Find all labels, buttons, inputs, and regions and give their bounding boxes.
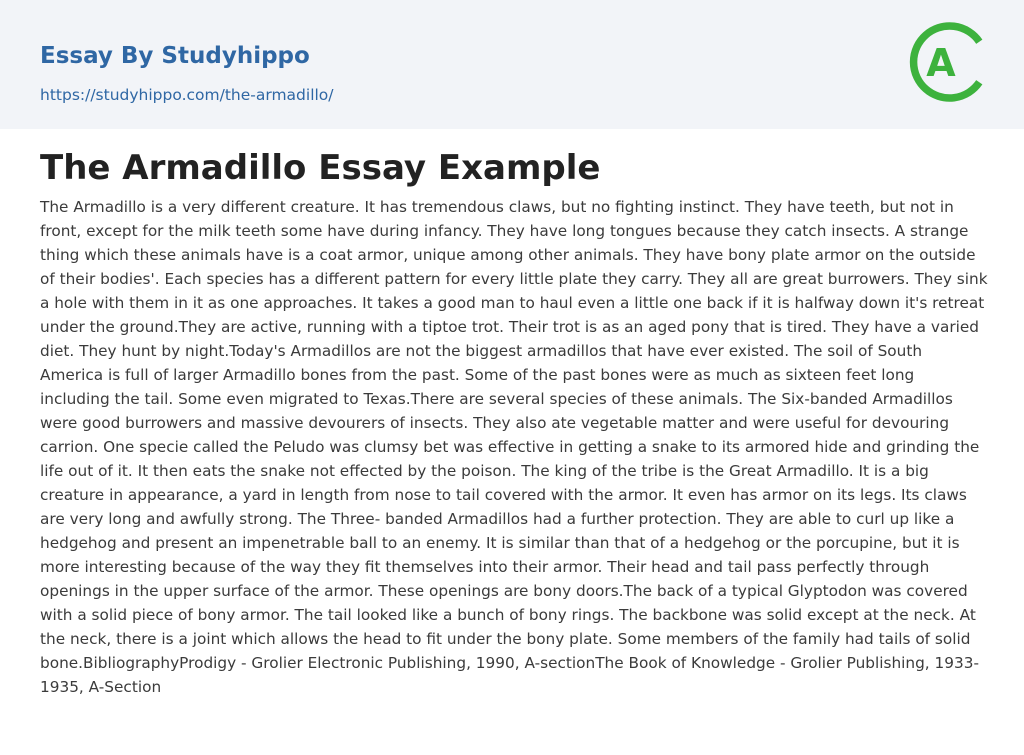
page-title: The Armadillo Essay Example [40, 148, 601, 188]
studyhippo-logo-icon[interactable] [906, 20, 990, 104]
site-header [0, 0, 1024, 129]
essay-url-link[interactable]: https://studyhippo.com/the-armadillo/ [40, 86, 334, 104]
logo-letter: A [926, 41, 956, 85]
site-brand: Essay By Studyhippo [40, 43, 310, 69]
essay-body: The Armadillo is a very different creature. It has tremendous claws, but no fighting instinct. They have teeth, but not in front, except for the milk teeth some have during infancy. They have long tongues because they catch insects. A strange thing which these animals have is a coat armor, unique among other animals. They have bony plate armor on the outside of their bodies'. Each species has a different pattern for every little plate they carry. They all are great burrowers. They sink a hole with them in it as one approaches. It takes a good man to haul even a little one back if it is halfway down it's retreat under the ground.They are active, running with a tiptoe trot. Their trot is as an aged pony that is tired. They have a varied diet. They hunt by night.Today's Armadillos are not the biggest armadillos that have ever existed. The soil of South America is full of larger Armadillo bones from the past. Some of the past bones were as much as sixteen feet long including the tail. Some even migrated to Texas.There are several species of these animals. The Six-banded Armadillos were good burrowers and massive devourers of insects. They also ate vegetable matter and were useful for devouring carrion. One specie called the Peludo was clumsy bet was effective in getting a snake to its armored hide and grinding the life out of it. It then eats the snake not effected by the poison. The king of the tribe is the Great Armadillo. It is a big creature in appearance, a yard in length from nose to tail covered with the armor. It even has armor on its legs. Its claws are very long and awfully strong. The Three- banded Armadillos had a further protection. They are able to curl up like a hedgehog and present an impenetrable ball to an enemy. It is similar than that of a hedgehog or the porcupine, but it is more interesting because of the way they fit themselves into their armor. Their head and tail pass perfectly through openings in the upper surface of the armor. These openings are bony doors.The back of a typical Glyptodon was covered with a solid piece of bony armor. The tail looked like a bunch of bony rings. The backbone was solid except at the neck. At the neck, there is a joint which allows the head to fit under the bony plate. Some members of the family had tails of solid bone.BibliographyProdigy - Grolier Electronic Publishing, 1990, A-sectionThe Book of Knowledge - Grolier Publishing, 1933-1935, A-Section [40, 198, 988, 696]
